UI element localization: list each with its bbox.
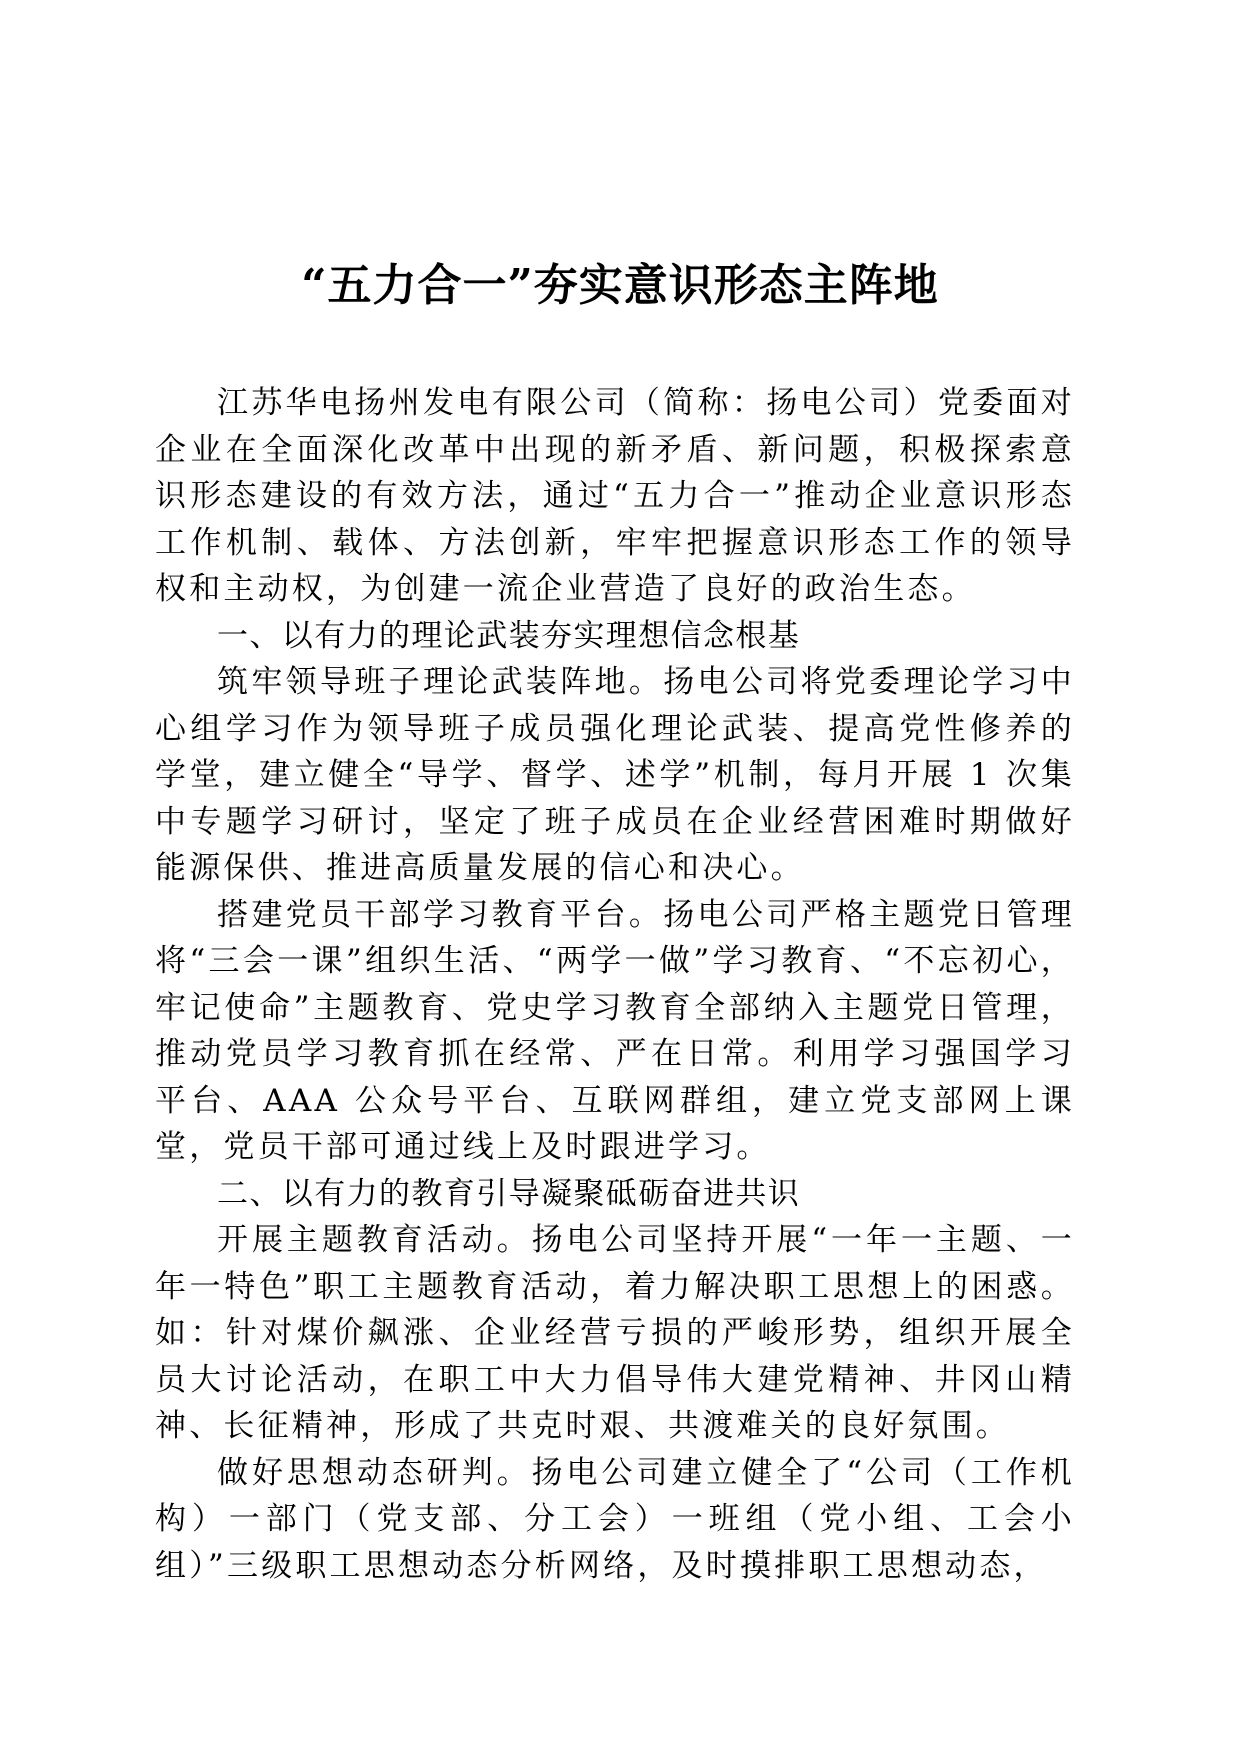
document-title: “五力合一”夯实意识形态主阵地 [301,260,939,311]
paragraph-leadership-theory: 筑牢领导班子理论武装阵地。扬电公司将党委理论学习中心组学习作为领导班子成员强化理论武装、提高党性修养的学堂，建立健全“导学、督学、述学”机制，每月开展 1 次集中专题学习研讨，坚定了班子成员在企业经营困难时期做好能源保供、推进高质量发展的信心和决心。 [155,664,1075,886]
document-body [155,380,1075,1589]
intro-paragraph: 江苏华电扬州发电有限公司（简称：扬电公司）党委面对企业在全面深化改革中出现的新矛盾、新问题，积极探索意识形态建设的有效方法，通过“五力合一”推动企业意识形态工作机制、载体、方法创新，牢牢把握意识形态工作的领导权和主动权，为创建一流企业营造了良好的政治生态。 [155,385,1075,607]
section-heading-2: 二、以有力的教育引导凝聚砥砺奋进共识 [217,1175,801,1212]
paragraph-thought-analysis: 做好思想动态研判。扬电公司建立健全了“公司（工作机构）一部门（党支部、分工会）一班组（党小组、工会小组）”三级职工思想动态分析网络，及时摸排职工思想动态， [155,1454,1075,1584]
paragraph-theme-education: 开展主题教育活动。扬电公司坚持开展“一年一主题、一年一特色”职工主题教育活动，着力解决职工思想上的困惑。如：针对煤价飙涨、企业经营亏损的严峻形势，组织开展全员大讨论活动，在职工中大力倡导伟大建党精神、井冈山精神、长征精神，形成了共克时艰、共渡难关的良好氛围。 [155,1222,1075,1444]
paragraph-learning-platform: 搭建党员干部学习教育平台。扬电公司严格主题党日管理将“三会一课”组织生活、“两学一做”学习教育、“不忘初心，牢记使命”主题教育、党史学习教育全部纳入主题党日管理，推动党员学习教育抓在经常、严在日常。利用学习强国学习平台、AAA 公众号平台、互联网群组，建立党支部网上课堂，党员干部可通过线上及时跟进学习。 [155,896,1075,1165]
section-heading-1: 一、以有力的理论武装夯实理想信念根基 [217,617,801,654]
